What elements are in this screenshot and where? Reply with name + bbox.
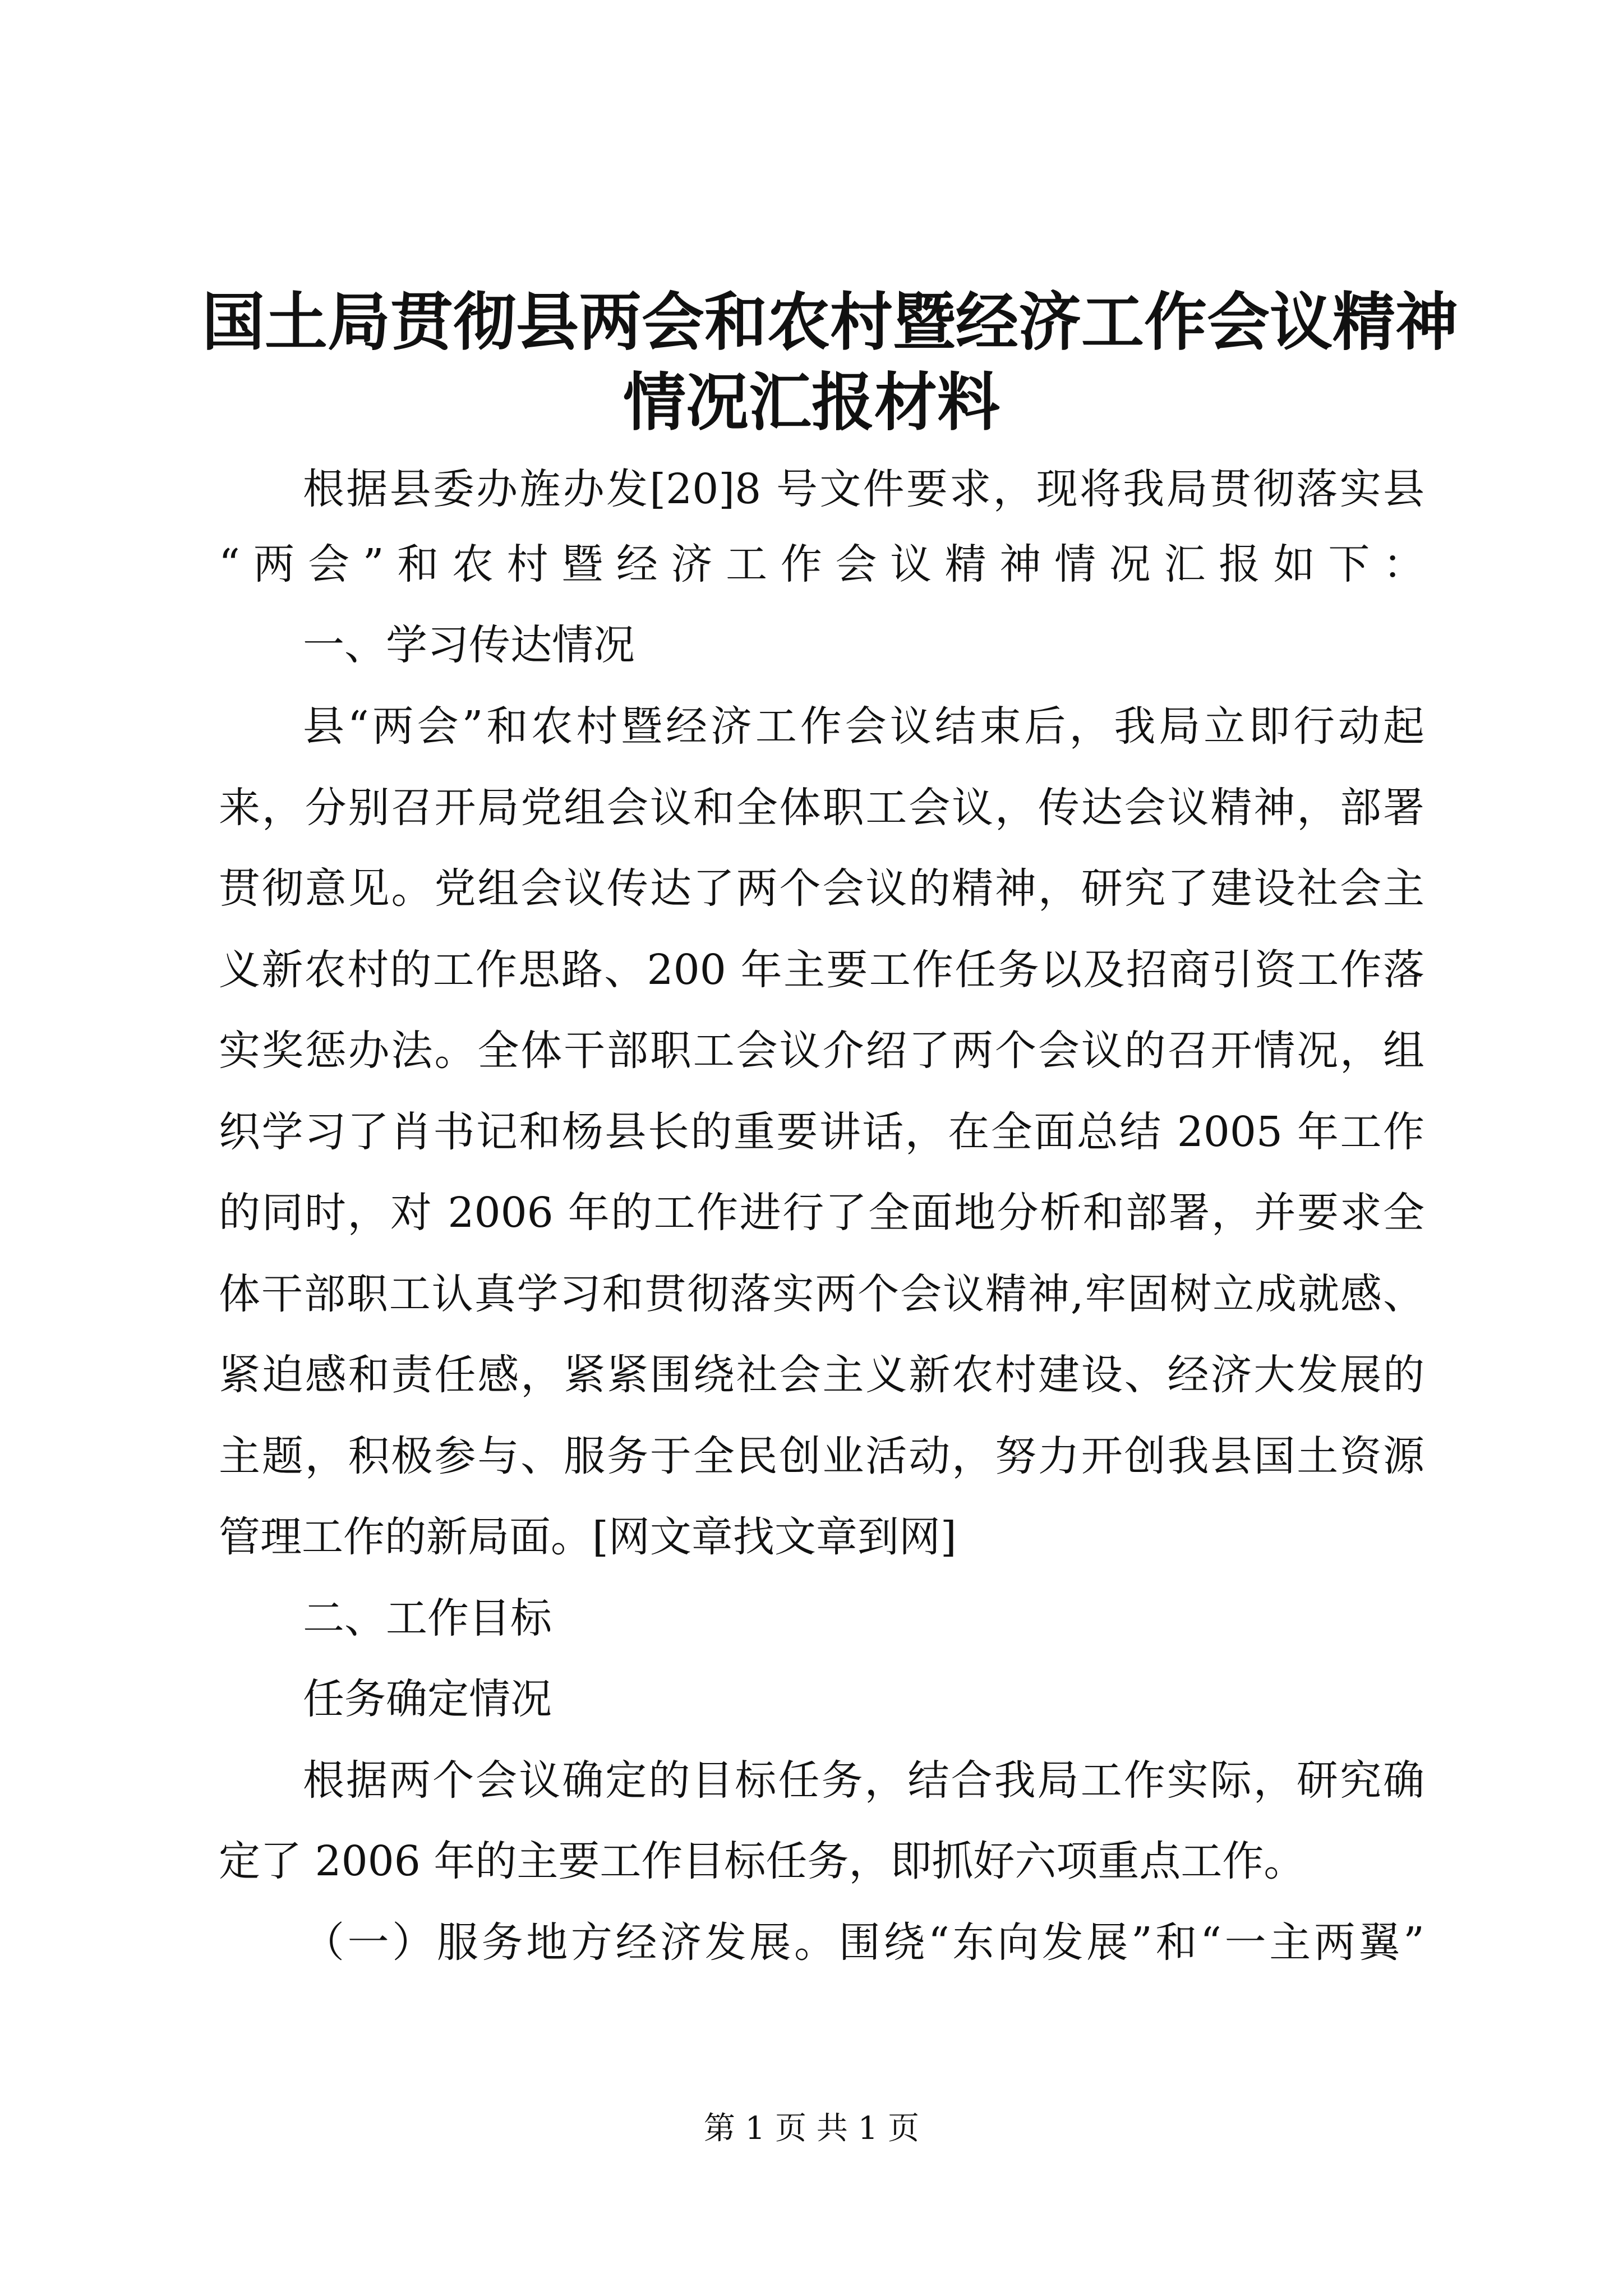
body-line: 实奖惩办法。全体干部职工会议介绍了两个会议的召开情况，组 — [219, 1027, 1424, 1075]
body-line: 定了 2006 年的主要工作目标任务，即抓好六项重点工作。 — [219, 1837, 1306, 1885]
body-line: “两会”和农村暨经济工作会议精神情况汇报如下： — [219, 540, 1424, 588]
document-title-line-2: 情况汇报材料 — [623, 366, 1000, 439]
body-line: 紧迫感和责任感，紧紧围绕社会主义新农村建设、经济大发展的 — [219, 1351, 1424, 1399]
body-line: 来，分别召开局党组会议和全体职工会议，传达会议精神，部署 — [219, 784, 1424, 832]
body-line: 根据县委办旌办发[20]8 号文件要求，现将我局贯彻落实县 — [303, 465, 1424, 513]
section-heading: 一、学习传达情况 — [303, 621, 635, 669]
body-line: 县“两会”和农村暨经济工作会议结束后，我局立即行动起 — [303, 702, 1424, 751]
page-footer: 第 1 页 共 1 页 — [703, 2110, 920, 2147]
document-title-line-1: 国土局贯彻县两会和农村暨经济工作会议精神 — [202, 286, 1458, 359]
body-line: （一）服务地方经济发展。围绕“东向发展”和“一主两翼” — [303, 1918, 1424, 1967]
body-line: 织学习了肖书记和杨县长的重要讲话，在全面总结 2005 年工作 — [219, 1108, 1424, 1156]
body-line: 体干部职工认真学习和贯彻落实两个会议精神,牢固树立成就感、 — [219, 1270, 1424, 1318]
body-line: 管理工作的新局面。[网文章找文章到网] — [219, 1513, 957, 1561]
body-line: 主题，积极参与、服务于全民创业活动，努力开创我县国土资源 — [219, 1432, 1424, 1480]
body-line: 义新农村的工作思路、200 年主要工作任务以及招商引资工作落 — [219, 946, 1424, 994]
body-line: 根据两个会议确定的目标任务，结合我局工作实际，研究确 — [303, 1756, 1424, 1805]
body-line: 的同时，对 2006 年的工作进行了全面地分析和部署，并要求全 — [219, 1189, 1424, 1237]
section-heading: 二、工作目标 — [303, 1594, 552, 1642]
subsection-heading: 任务确定情况 — [303, 1675, 552, 1723]
body-line: 贯彻意见。党组会议传达了两个会议的精神，研究了建设社会主 — [219, 864, 1424, 913]
